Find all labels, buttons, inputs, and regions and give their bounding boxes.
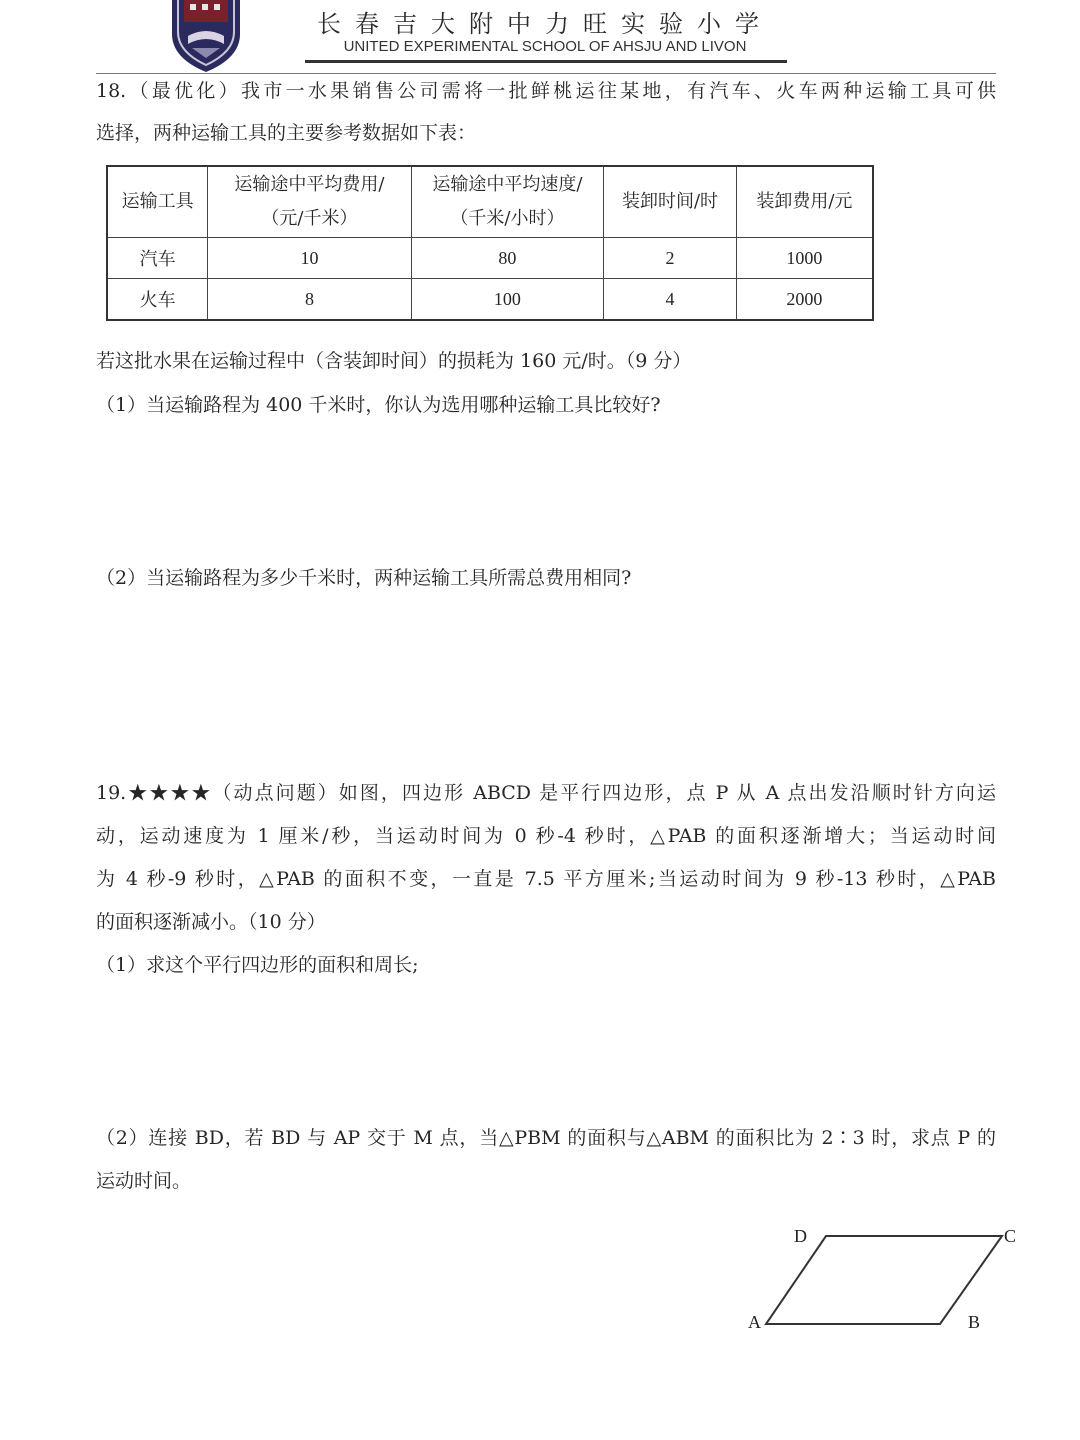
header-rule — [305, 60, 787, 63]
header-text: 装卸时间/时 — [621, 191, 719, 212]
q19-line3: 为 4 秒-9 秒时，△PAB 的面积不变，一直是 7.5 平方厘米;当运动时间为 9 秒-13 秒时，△PAB — [96, 868, 996, 890]
school-name-en: UNITED EXPERIMENTAL SCHOOL OF AHSJU AND LIVON — [343, 38, 747, 55]
q19-line4: 的面积逐渐减小。（10 分） — [96, 911, 326, 933]
table-cell: 80 — [411, 238, 603, 279]
table-cell: 2000 — [736, 279, 873, 321]
table-header-cell — [736, 166, 873, 238]
school-emblem-icon — [168, 0, 244, 72]
table-cell: 1000 — [736, 238, 873, 279]
header-text: 装卸费用/元 — [756, 191, 853, 212]
q19-part2-line2: 运动时间。 — [96, 1170, 192, 1192]
q18-intro-line1: 18.（最优化）我市一水果销售公司需将一批鲜桃运往某地，有汽车、火车两种运输工具可供 — [96, 80, 996, 102]
q19-line2: 动，运动速度为 1 厘米/秒，当运动时间为 0 秒-4 秒时，△PAB 的面积逐渐增大；当运动时间 — [96, 825, 996, 847]
table-row — [107, 238, 873, 279]
header-text: 运输途中平均费用/ — [234, 174, 385, 195]
table-cell: 2 — [604, 238, 737, 279]
parallelogram-figure — [740, 1220, 1030, 1350]
vertex-label-b: B — [968, 1312, 981, 1332]
vertex-label-d: D — [794, 1226, 807, 1246]
header-text: 运输途中平均速度/ — [432, 174, 583, 195]
table-header-cell — [411, 166, 603, 238]
table-cell: 10 — [208, 238, 411, 279]
q18-intro-line2: 选择，两种运输工具的主要参考数据如下表： — [96, 122, 477, 144]
page-header — [0, 0, 1080, 72]
q18-part2: （2）当运输路程为多少千米时，两种运输工具所需总费用相同? — [96, 567, 632, 589]
table-header-cell — [208, 166, 411, 238]
q19-part2-line1: （2）连接 BD，若 BD 与 AP 交于 M 点，当△PBM 的面积与△ABM 的面积比为 2∶3 时，求点 P 的 — [96, 1127, 996, 1149]
vertex-label-a: A — [748, 1312, 761, 1332]
header-text: （元/千米） — [261, 208, 358, 229]
table-row — [107, 279, 873, 321]
header-text: 运输工具 — [121, 191, 194, 212]
q18-part1: （1）当运输路程为 400 千米时，你认为选用哪种运输工具比较好? — [96, 394, 661, 416]
table-cell: 火车 — [107, 279, 208, 321]
vertex-label-c: C — [1004, 1226, 1017, 1246]
header-divider — [96, 73, 996, 74]
table-cell: 8 — [208, 279, 411, 321]
table-header-row — [107, 166, 873, 238]
header-text: （千米/小时） — [450, 208, 565, 229]
school-name-cn: 长春吉大附中力旺实验小学 — [317, 10, 773, 38]
parallelogram-abcd — [766, 1236, 1002, 1324]
table-cell: 汽车 — [107, 238, 208, 279]
transport-table — [106, 165, 874, 321]
table-cell: 100 — [411, 279, 603, 321]
table-cell: 4 — [604, 279, 737, 321]
q19-part1: （1）求这个平行四边形的面积和周长; — [96, 954, 419, 976]
table-header-cell — [604, 166, 737, 238]
q18-loss-line: 若这批水果在运输过程中（含装卸时间）的损耗为 160 元/时。（9 分） — [96, 350, 692, 372]
table-header-cell — [107, 166, 208, 238]
q19-line1: 19.★★★★（动点问题）如图，四边形 ABCD 是平行四边形，点 P 从 A 点出发沿顺时针方向运 — [96, 782, 996, 804]
